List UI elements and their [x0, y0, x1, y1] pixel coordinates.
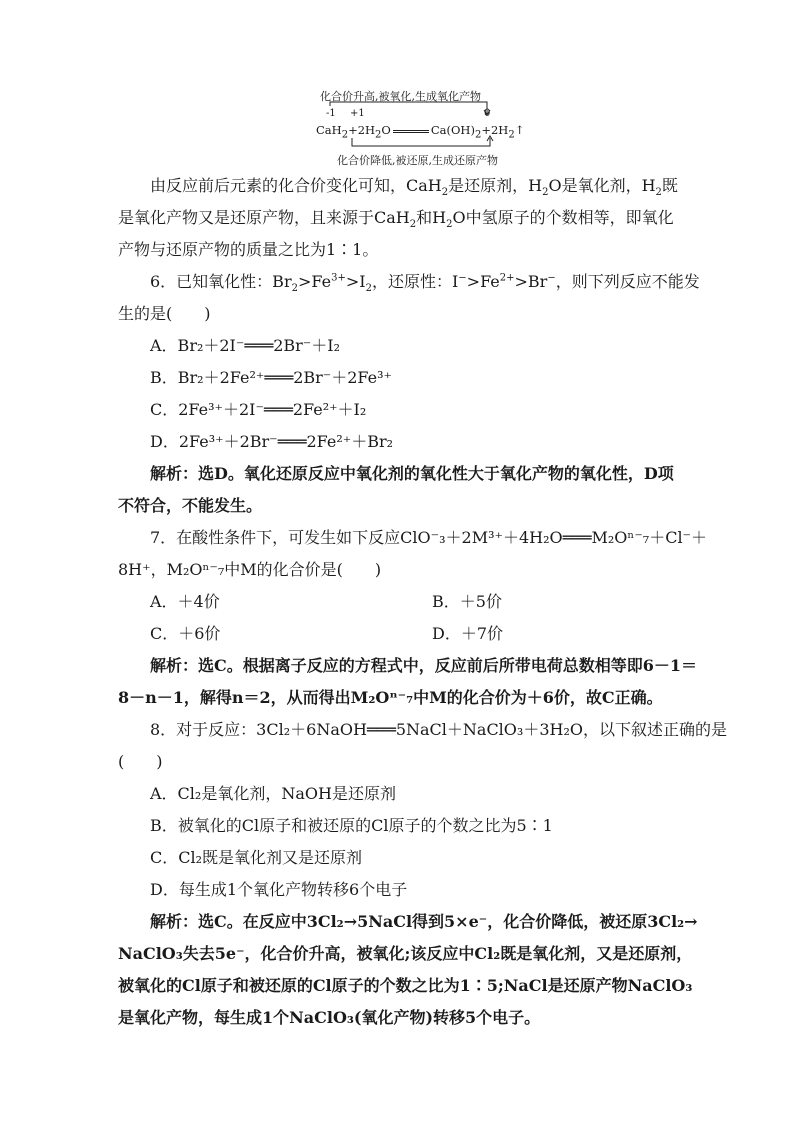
eq-cah: CaH: [316, 123, 342, 137]
eq-sub: 2: [341, 129, 349, 141]
sub: 2: [542, 187, 549, 199]
q6-stem-line2: 生的是( ): [118, 304, 211, 323]
q8-answer-line3: 被氧化的Cl原子和被还原的Cl原子的个数之比为1∶5;NaCl是还原产物NaClO₃: [118, 976, 693, 995]
q7-option-b: B．＋5价: [432, 592, 502, 611]
q8-answer-line1: 解析：选C。在反应中3Cl₂→5NaCl得到5×e⁻，化合价降低，被还原3Cl₂→: [150, 912, 698, 931]
para1-line2: [118, 206, 674, 230]
q8-option-b: B．被氧化的Cl原子和被还原的Cl原子的个数之比为5∶1: [150, 816, 553, 835]
q8-option-d: D．每生成1个氧化产物转移6个电子: [150, 880, 408, 899]
q8-option-c: C．Cl₂既是氧化剂又是还原剂: [150, 848, 363, 867]
q7-answer-line2: 8－n－1，解得n＝2，从而得出M₂Oⁿ⁻₇中M的化合价为＋6价，故C正确。: [118, 688, 663, 707]
text: >Fe: [297, 272, 332, 291]
sup: 2+: [499, 272, 515, 284]
sub: 2: [441, 187, 449, 199]
eq-sub: 2: [508, 129, 515, 141]
text: 既: [661, 176, 678, 195]
q6-option-d: D．2Fe³⁺＋2Br⁻═══2Fe²⁺＋Br₂: [150, 432, 394, 451]
eq-h: +2H: [348, 123, 376, 137]
sup: 3+: [331, 272, 346, 284]
q7-option-d: D．＋7价: [432, 624, 504, 643]
eq-caoh: Ca(OH): [430, 123, 475, 137]
eq-h2: +2H: [481, 123, 509, 137]
eq-sub: 2: [474, 129, 482, 141]
text: ，还原性：I: [371, 272, 459, 291]
q6-answer-line1: 解析：选D。氧化还原反应中氧化剂的氧化性大于氧化产物的氧化性，D项: [150, 464, 674, 483]
para1-line1: [150, 174, 678, 198]
q7-stem-line2: 8H⁺，M₂Oⁿ⁻₇中M的化合价是( ): [118, 560, 382, 579]
eq-o: O: [381, 123, 391, 137]
sub: 2: [655, 187, 662, 199]
gas-arrow-icon: ↑: [514, 123, 525, 137]
text: 是氧化产物又是还原产物，且来源于CaH: [118, 208, 410, 227]
sup: −: [547, 272, 556, 284]
diagram-equation: [316, 123, 525, 141]
q6-option-b: B．Br₂＋2Fe²⁺═══2Br⁻＋2Fe³⁺: [150, 368, 392, 387]
q7-option-c: C．＋6价: [150, 624, 221, 643]
sub: 2: [409, 219, 417, 231]
sub: 2: [365, 283, 372, 295]
text: 由反应前后元素的化合价变化可知，CaH: [150, 176, 442, 195]
q8-stem-line1: 8．对于反应：3Cl₂＋6NaOH═══5NaCl＋NaClO₃＋3H₂O，以下叙述正确的是: [150, 720, 727, 739]
diagram-bottom-label: 化合价降低,被还原,生成还原产物: [337, 154, 498, 167]
q8-answer-line2: NaClO₃失去5e⁻，化合价升高，被氧化;该反应中Cl₂既是氧化剂，又是还原剂，: [118, 944, 693, 963]
eq-arrow: [393, 130, 429, 133]
text: O中氢原子的个数相等，即氧化: [452, 208, 674, 227]
text: 6．已知氧化性：Br: [150, 272, 292, 291]
eq-sub: 2: [375, 129, 382, 141]
q6-stem-line1: [150, 270, 700, 294]
diagram-top-label: 化合价升高,被氧化,生成氧化产物: [320, 90, 481, 103]
q8-answer-line4: 是氧化产物，每生成1个NaClO₃(氧化产物)转移5个电子。: [118, 1008, 541, 1027]
ox-state-minus1: -1: [326, 108, 336, 119]
sup: −: [458, 272, 467, 284]
text: 是还原剂，H: [448, 176, 543, 195]
text: O是氧化剂，H: [548, 176, 656, 195]
ox-state-plus1: +1: [350, 108, 365, 119]
redox-diagram: [300, 88, 530, 172]
sub: 2: [291, 283, 298, 295]
q8-option-a: A．Cl₂是氧化剂，NaOH是还原剂: [150, 784, 396, 803]
q6-option-a: A．Br₂＋2I⁻═══2Br⁻＋I₂: [150, 336, 340, 355]
text: ，则下列反应不能发: [555, 272, 700, 291]
q7-stem-line1: 7．在酸性条件下，可发生如下反应ClO⁻₃＋2M³⁺＋4H₂O═══M₂Oⁿ⁻₇＋Cl⁻＋: [150, 528, 708, 547]
text: >Fe: [466, 272, 500, 291]
q7-answer-line1: 解析：选C。根据离子反应的方程式中，反应前后所带电荷总数相等即6－1＝: [150, 656, 698, 675]
q7-option-a: A．＋4价: [150, 592, 220, 611]
q6-answer-line2: 不符合，不能发生。: [118, 496, 263, 515]
text: 和H: [416, 208, 447, 227]
ox-state-zero: 0: [484, 108, 491, 119]
q8-stem-line2: ( ): [118, 752, 163, 771]
q6-option-c: C．2Fe³⁺＋2I⁻═══2Fe²⁺＋I₂: [150, 400, 367, 419]
para1-line3: 产物与还原产物的质量之比为1∶1。: [118, 240, 379, 259]
text: >I: [345, 272, 366, 291]
sub: 2: [446, 219, 453, 231]
text: >Br: [514, 272, 548, 291]
